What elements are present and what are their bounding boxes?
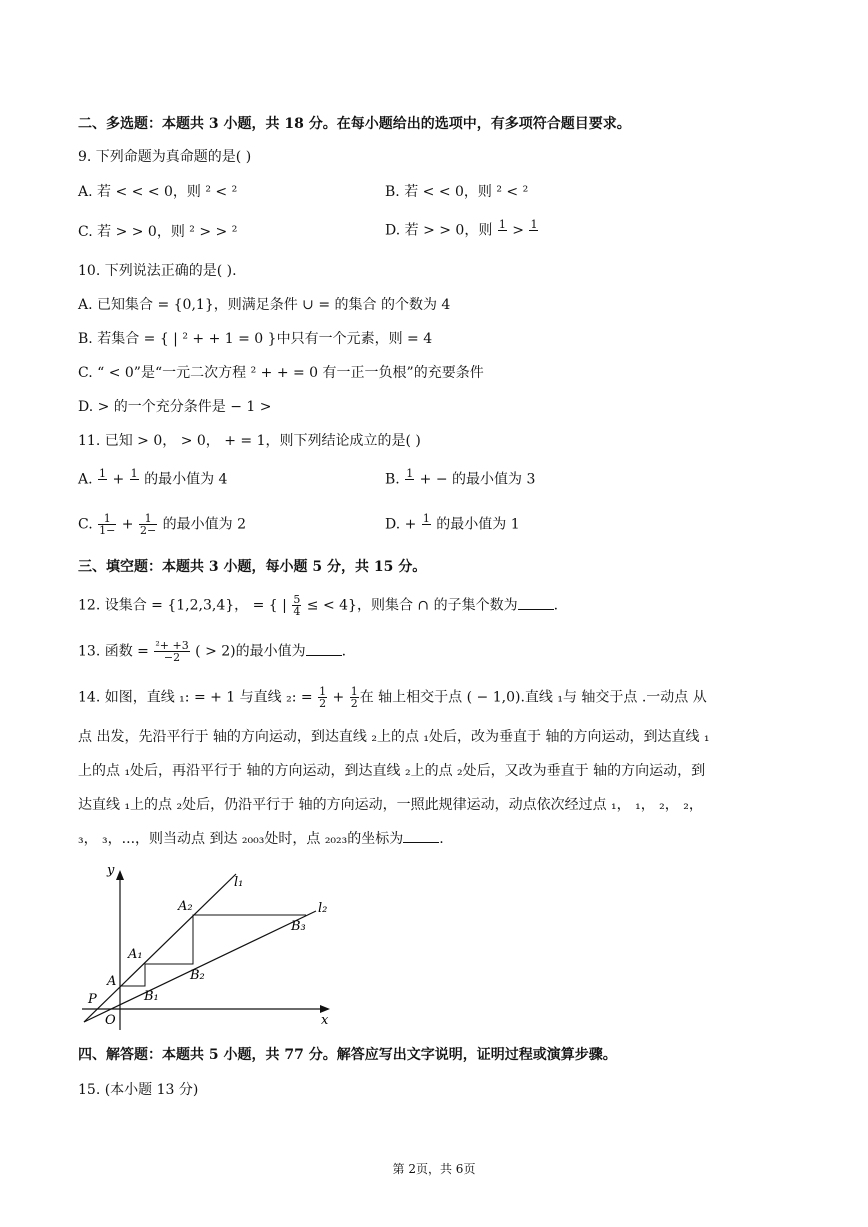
q12-text: 12. 设集合 = {1,2,3,4}， = { |	[78, 597, 287, 614]
answer-blank[interactable]	[518, 597, 554, 610]
q14-text2: 在 轴上相交于点 ( − 1,0).直线 ₁与 轴交于点 .一动点 从	[359, 689, 707, 706]
q11-stem: 11. 已知 > 0， > 0， + = 1，则下列结论成立的是( )	[78, 433, 421, 449]
q10-stem: 10. 下列说法正确的是( ).	[78, 263, 237, 279]
fraction: $\frac{5}{4}$	[293, 593, 301, 618]
option-text: 的最小值为 1	[436, 516, 520, 533]
page-footer: 第 2页，共 6页	[392, 1162, 476, 1176]
y-label: y	[107, 863, 115, 878]
section-solution-heading: 四、解答题：本题共 5 小题，共 77 分。解答应写出文字说明，证明过程或演算步骤。	[78, 1047, 617, 1063]
fraction: 1	[99, 467, 107, 480]
fraction: 1	[406, 467, 414, 480]
line-l2-label: l₂	[318, 901, 328, 916]
fraction: $\frac{1}{2}$	[350, 685, 358, 710]
q9-stem: 9. 下列命题为真命题的是( )	[78, 149, 252, 165]
q14-line4: 达直线 ₁上的点 ₂处后，仍沿平行于 轴的方向运动，一照此规律运动，动点依次经过点 ₁， ₁， ₂， ₂，	[78, 797, 703, 813]
fraction: $\frac{\text{²+ +3}}{-2}$	[155, 639, 189, 664]
point-p-label: P	[88, 992, 97, 1007]
coordinate-figure	[78, 862, 338, 1032]
section-multiple-choice-heading: 二、多选题：本题共 3 小题，共 18 分。在每小题给出的选项中，有多项符合题目要求。	[78, 116, 631, 132]
option-label: D. +	[385, 516, 417, 533]
point-a-label: A	[107, 974, 117, 989]
fraction: $\frac{1}{2}$	[319, 685, 327, 710]
point-b2-label: B₂	[190, 968, 205, 983]
point-a1-label: A₁	[128, 947, 143, 962]
option-text: 的最小值为 4	[144, 471, 228, 488]
q9-option-d-text2: >	[512, 222, 529, 239]
q11-option-d	[385, 513, 520, 536]
q14-line3: 上的点 ₁处后，再沿平行于 轴的方向运动，到达直线 ₂上的点 ₂处后，又改为垂直于 轴的方向运动，到	[78, 763, 706, 779]
q9-option-d-text: D. 若 > > 0，则	[385, 222, 493, 239]
fraction: 1	[498, 218, 506, 231]
answer-blank[interactable]	[306, 643, 342, 656]
option-label: A.	[78, 471, 93, 488]
fraction: 1	[530, 218, 538, 231]
q10-option-b: B. 若集合 = { | ² + + 1 = 0 }中只有一个元素，则 = 4	[78, 331, 433, 347]
option-label: B.	[385, 471, 400, 488]
q14-text: ₃， ₃，...，则当动点 到达 ₂₀₀₃处时，点 ₂₀₂₃的坐标为	[78, 831, 404, 847]
q11-option-a: A. 1 + 1 的最小值为 4	[78, 468, 227, 491]
fraction: $\frac{1}{2-}$	[139, 512, 157, 537]
q12-tail: .	[553, 597, 559, 614]
line-l1	[84, 874, 236, 1022]
q13	[78, 640, 346, 663]
option-label: C.	[78, 516, 93, 533]
q12	[78, 594, 558, 617]
q9-option-d	[385, 219, 539, 242]
q10-option-c: C. “ < 0”是“一元二次方程 ² + + = 0 有一正一负根”的充要条件	[78, 365, 484, 381]
y-axis-arrow	[116, 870, 124, 880]
q11-option-c: C. $\frac{1}{1-}$ + $\frac{1}{2-}$ 的最小值为 2	[78, 512, 247, 537]
q13-text2: ( > 2)的最小值为	[195, 643, 306, 660]
q14-line5	[78, 830, 444, 848]
q14-line1: 14. 如图，直线 ₁: = + 1 与直线 ₂: = $\frac{1}{2}$ + $\frac{1}{2}$ 在 轴上相交于点 ( − 1,0).直线 ₁与 轴交于点 .一动点 从	[78, 685, 707, 710]
fraction: $\frac{1}{1-}$	[99, 512, 116, 537]
origin-label: O	[105, 1013, 116, 1028]
q14-text: 14. 如图，直线 ₁: = + 1 与直线 ₂: =	[78, 689, 313, 706]
q9-option-a: A. 若 < < < 0，则 ² < ²	[78, 184, 238, 200]
line-l1-label: l₁	[234, 875, 244, 890]
x-axis-arrow	[320, 1005, 330, 1013]
q14-tail: .	[439, 831, 444, 847]
path-ab	[120, 915, 306, 986]
fraction: 1	[130, 467, 138, 480]
option-text: 的最小值为 2	[162, 516, 247, 533]
x-label: x	[321, 1013, 329, 1028]
q15-stem: 15. (本小题 13 分)	[78, 1082, 199, 1098]
q14-line2: 点 出发，先沿平行于 轴的方向运动，到达直线 ₂上的点 ₁处后，改为垂直于 轴的方向运动，到达直线 ₁	[78, 729, 710, 745]
q13-tail: .	[341, 643, 347, 660]
q9-option-b: B. 若 < < 0，则 ² < ²	[385, 184, 529, 200]
line-l2	[84, 911, 316, 1022]
point-b3-label: B₃	[291, 919, 306, 934]
point-a2-label: A₂	[178, 899, 193, 914]
point-b1-label: B₁	[144, 989, 159, 1004]
q12-text2: ≤ < 4}，则集合 ∩ 的子集个数为	[306, 597, 518, 614]
q10-option-d: D. > 的一个充分条件是 − 1 >	[78, 399, 272, 415]
q11-option-b: B. 1 + − 的最小值为 3	[385, 468, 535, 491]
section-fill-blank-heading: 三、填空题：本题共 3 小题，每小题 5 分，共 15 分。	[78, 559, 427, 575]
answer-blank[interactable]	[403, 830, 439, 843]
q9-option-c: C. 若 > > 0，则 ² > > ²	[78, 224, 238, 240]
fraction: 1	[422, 512, 430, 525]
q13-text: 13. 函数 =	[78, 643, 149, 660]
option-text: 的最小值为 3	[452, 471, 536, 488]
q10-option-a: A. 已知集合 = {0,1}，则满足条件 ∪ = 的集合 的个数为 4	[78, 297, 451, 313]
